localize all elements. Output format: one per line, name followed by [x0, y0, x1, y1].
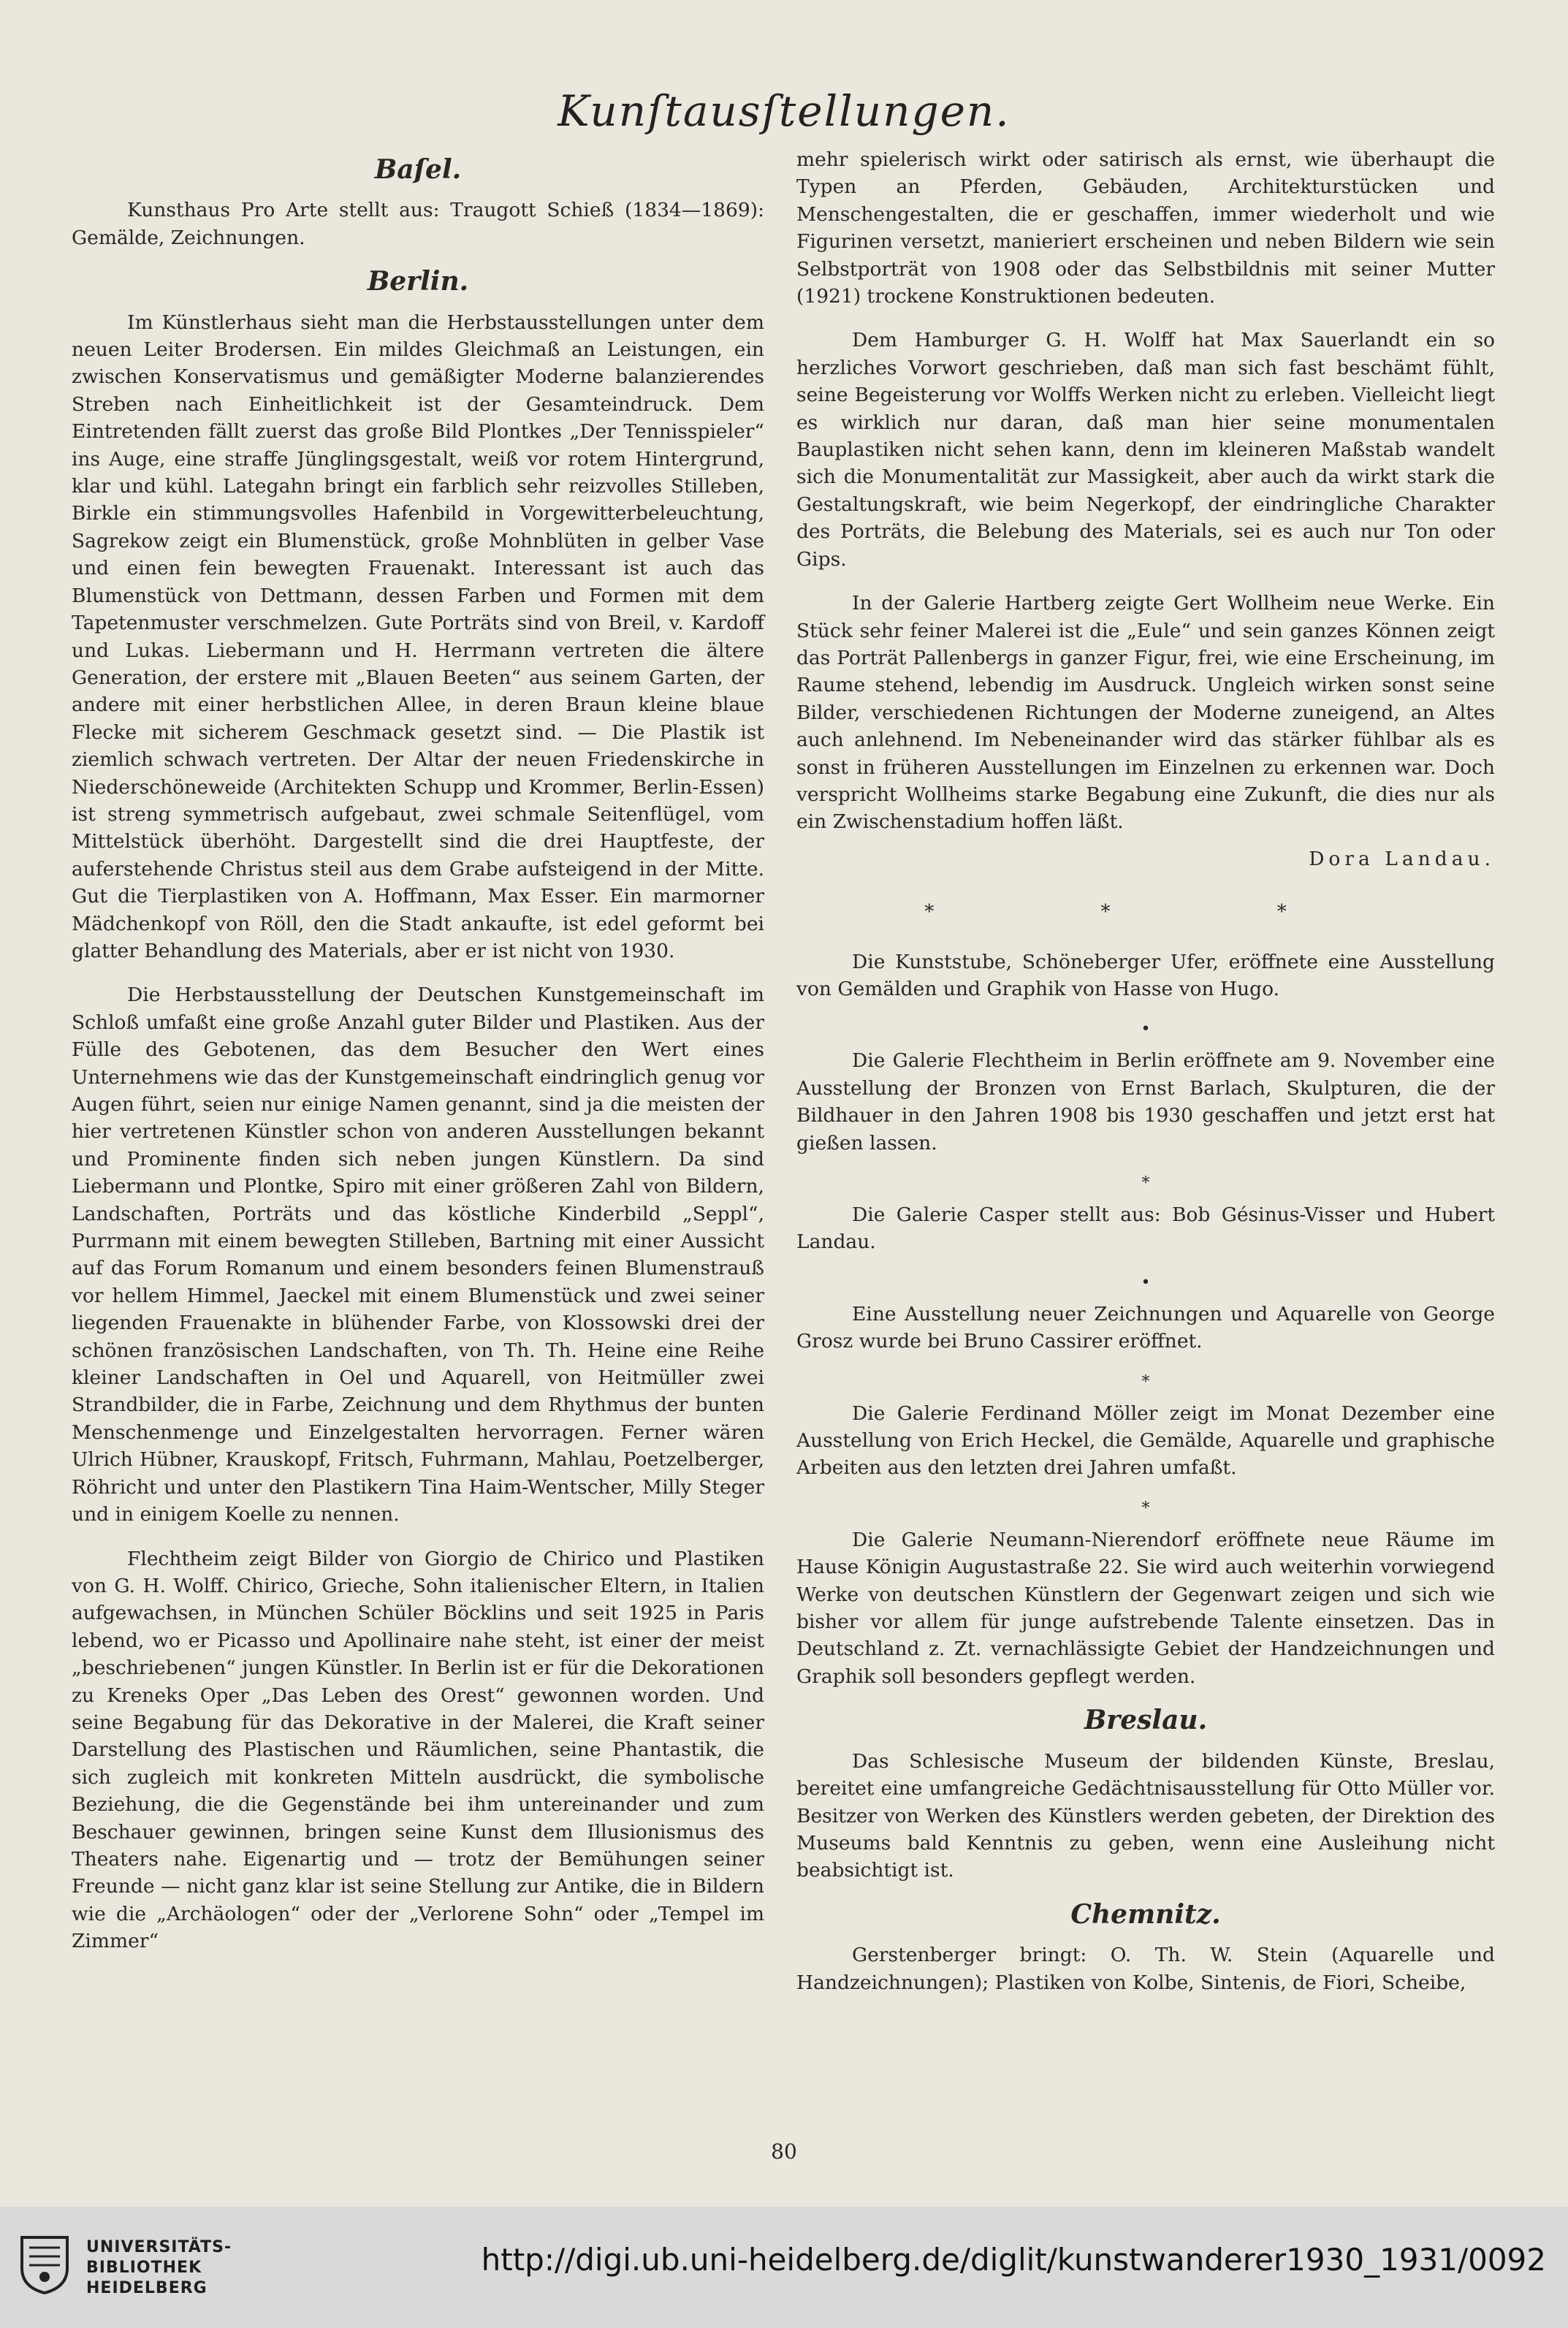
section-heading: Baſel. — [374, 154, 462, 185]
institution-line: HEIDELBERG — [86, 2279, 208, 2297]
institution-name — [86, 2237, 232, 2299]
paragraph: Die Herbstausstellung der Deutschen Kunstgemeinschaft im Schloß umfaßt eine große Anzahl guter Bilder und Plastiken. Aus der Fülle des Gebotenen, das dem Besucher den Wert eines Unternehmens wie das der Kunstgemeinschaft eindringlich genug vor Augen führt, seien nur einige Namen genannt, sind ja die meisten der hier vertretenen Künstler schon von anderen Ausstellungen bekannt und Prominente finden sich neben jungen Künstlern. Da sind Liebermann und Plontke, Spiro mit einer größeren Zahl von Bildern, Landschaften, Porträts und das köstliche Kinderbild „Seppl“, Purrmann mit einem bewegten Stilleben, Bartning mit einer Aussicht auf das Forum Romanum und einem besonders feinen Blumenstrauß vor hellem Himmel, Jaeckel mit einem Blumenstück und zwei seiner liegenden Frauenakte in blühender Farbe, von Klossowski drei der schönen französischen Landschaften, von Th. Th. Heine eine Reihe kleiner Landschaften in Oel und Aquarell, von Heitmüller zwei Strandbilder, die in Farbe, Zeichnung und dem Rhythmus der bunten Menschenmenge und Einzelgestalten hervorragen. Ferner wären Ulrich Hübner, Krauskopf, Fritsch, Fuhrmann, Mahlau, Poetzelberger, Röhricht und unter den Plastikern Tina Haim-Wentscher, Milly Steger und in einigem Koelle zu nennen. — [72, 984, 764, 1526]
paragraph: Kunsthaus Pro Arte stellt aus: Traugott Schieß (1834—1869): Gemälde, Zeichnungen. — [72, 199, 764, 249]
paragraph: Die Galerie Flechtheim in Berlin eröffnete am 9. November eine Ausstellung der Bronzen von Ernst Barlach, Skulpturen, die der Bildhauer in den Jahren 1908 bis 1930 geschaffen und jetzt erst hat gießen lassen. — [796, 1049, 1495, 1155]
paragraph: Flechtheim zeigt Bilder von Giorgio de Chirico und Plastiken von G. H. Wolff. Chirico, Grieche, Sohn italienischer Eltern, in Italien aufgewachsen, in München Schüler Böcklins und seit 1925 in Paris lebend, wo er Picasso und Apollinaire nahe steht, ist einer der meist „beschriebenen“ jungen Künstler. In Berlin ist er für die Dekorationen zu Kreneks Oper „Das Leben des Orest“ gewonnen worden. Und seine Begabung für das Dekorative in der Malerei, die Kraft seiner Darstellung des Plastischen und Räumlichen, seine Phantastik, die sich zugleich mit konkreten Mitteln ausdrückt, die symbolische Beziehung, die die Gegenstände bei ihm untereinander und zum Beschauer gewinnen, bringen seine Kunst dem Illusionismus des Theaters nahe. Eigenartig und — trotz der Bemühungen seiner Freunde — nicht ganz klar ist seine Stellung zur Antike, die in Bildern wie die „Archäologen“ oder der „Verlorene Sohn“ oder „Tempel im Zimmer“ — [72, 1547, 764, 1953]
paragraph: Die Galerie Ferdinand Möller zeigt im Monat Dezember eine Ausstellung von Erich Heckel, die Gemälde, Aquarelle und graphische Arbeiten aus den letzten drei Jahren umfaßt. — [796, 1401, 1495, 1480]
paragraph: mehr spielerisch wirkt oder satirisch als ernst, wie überhaupt die Typen an Pferden, Gebäuden, Architekturstücken und Menschengestalten, die er geschaffen, immer wiederholt und wie Figurinen versetzt, manieriert erscheinen und neben Bildern wie sein Selbstporträt von 1908 oder das Selbstbildnis mit seiner Mutter (1921) trockene Konstruktionen bedeuten. — [796, 148, 1495, 308]
section-heading: Berlin. — [367, 266, 469, 297]
item-separator: * — [1141, 1499, 1150, 1518]
section-divider: * * * — [924, 901, 1367, 924]
paragraph: Eine Ausstellung neuer Zeichnungen und Aquarelle von George Grosz wurde bei Bruno Cassirer eröffnet. — [796, 1302, 1495, 1353]
item-separator: * — [1141, 1372, 1150, 1391]
page-number: 80 — [771, 2139, 797, 2164]
paragraph: Gerstenberger bringt: O. Th. W. Stein (Aquarelle und Handzeichnungen); Plastiken von Kolbe, Sintenis, de Fiori, Scheibe, — [796, 1944, 1495, 1994]
item-separator: • — [1141, 1020, 1151, 1039]
institution-line: BIBLIOTHEK — [86, 2259, 202, 2277]
author-signature: Dora Landau. — [1309, 847, 1495, 870]
paragraph: Dem Hamburger G. H. Wolff hat Max Sauerlandt ein so herzliches Vorwort geschrieben, daß man sich fast beschämt fühlt, seine Begeisterung vor Wolffs Werken nicht zu erleben. Vielleicht liegt es wirklich nur daran, daß man hier seine monumentalen Bauplastiken nicht sehen kann, denn im kleineren Maßstab wandelt sich die Monumentalität zur Massigkeit, aber auch da wirkt stark die Gestaltungskraft, wie beim Negerkopf, der eindringliche Charakter des Porträts, die Belebung des Materials, sei es auch nur Ton oder Gips. — [796, 329, 1495, 571]
section-heading: Breslau. — [1084, 1705, 1208, 1736]
right-column — [796, 146, 1495, 2013]
institution-line: UNIVERSITÄTS- — [86, 2238, 232, 2256]
paragraph: Das Schlesische Museum der bildenden Künste, Breslau, bereitet eine umfangreiche Gedächtnisausstellung für Otto Müller vor. Besitzer von Werken des Künstlers werden gebeten, der Direktion des Museums bald Kenntnis zu geben, wenn eine Ausleihung nicht beabsichtigt ist. — [796, 1749, 1495, 1882]
left-column — [72, 146, 764, 1972]
paragraph: Die Kunststube, Schöneberger Ufer, eröffnete eine Ausstellung von Gemälden und Graphik von Hasse von Hugo. — [796, 950, 1495, 1000]
item-separator: • — [1141, 1273, 1151, 1292]
paragraph: In der Galerie Hartberg zeigte Gert Wollheim neue Werke. Ein Stück sehr feiner Malerei ist die „Eule“ und sein ganzes Können zeigt das Porträt Pallenbergs in ganzer Figur, frei, wie eine Erscheinung, im Raume stehend, lebendig im Ausdruck. Ungleich wirken sonst seine Bilder, verschiedenen Richtungen der Moderne zuneigend, an Altes auch anlehnend. Im Nebeneinander wird das stärker fühlbar als es sonst in früheren Ausstellungen im Einzelnen zu erkennen war. Doch verspricht Wollheims starke Begabung eine Zukunft, die dies nur als ein Zwischenstadium hoffen läßt. — [796, 592, 1495, 834]
page-title: Kunſtausſtellungen. — [557, 86, 1011, 136]
item-separator: * — [1141, 1174, 1150, 1192]
paragraph: Die Galerie Casper stellt aus: Bob Gésinus-Visser und Hubert Landau. — [796, 1203, 1495, 1254]
paragraph: Im Künstlerhaus sieht man die Herbstausstellungen unter dem neuen Leiter Brodersen. Ein mildes Gleichmaß an Leistungen, ein zwischen Konservatismus und gemäßigter Moderne balanzierendes Streben nach Einheitlichkeit ist der Gesamteindruck. Dem Eintretenden fällt zuerst das große Bild Plontkes „Der Tennisspieler“ ins Auge, eine straffe Jünglingsgestalt, weiß vor rotem Hintergrund, klar und kühl. Lategahn bringt ein farblich sehr reizvolles Stilleben, Birkle ein stimmungsvolles Hafenbild in Vorgewitterbeleuchtung, Sagrekow zeigt ein Blumenstück, große Mohnblüten in gelber Vase und einen fein bewegten Frauenakt. Interessant ist auch das Blumenstück von Dettmann, dessen Farben und Formen mit dem Tapetenmuster verschmelzen. Gute Porträts sind von Breil, v. Kardoff und Lukas. Liebermann und H. Herrmann vertreten die ältere Generation, der erstere mit „Blauen Beeten“ aus seinem Garten, der andere mit einer herbstlichen Allee, in deren Braun kleine blaue Flecke mit sicherem Geschmack gesetzt sind. — Die Plastik ist ziemlich schwach vertreten. Der Altar der neuen Friedenskirche in Niederschöneweide (Architekten Schupp und Krommer, Berlin-Essen) ist streng symmetrisch aufgebaut, zwei schmale Seitenflügel, vom Mittelstück überhöht. Dargestellt sind die drei Hauptfeste, der auferstehende Christus steil aus dem Grabe aufsteigend in der Mitte. Gut die Tierplastiken von A. Hoffmann, Max Esser. Ein marmorner Mädchenkopf von Röll, den die Stadt ankaufte, ist edel geformt bei glatter Behandlung des Materials, aber er ist nicht von 1930. — [72, 311, 764, 962]
source-url-link[interactable]: http://digi.ub.uni-heidelberg.de/diglit/kunstwanderer1930_1931/0092 — [481, 2242, 1546, 2278]
university-seal-icon — [18, 2234, 72, 2296]
section-heading: Chemnitz. — [1070, 1898, 1221, 1930]
paragraph: Die Galerie Neumann-Nierendorf eröffnete neue Räume im Hause Königin Augustastraße 22. Sie wird auch weiterhin vorwiegend Werke von deutschen Künstlern der Gegenwart zeigen und sich wie bisher vor allem für junge aufstrebende Talente einsetzen. Das in Deutschland z. Zt. vernachlässigte Gebiet der Handzeichnungen und Graphik soll besonders gepflegt werden. — [796, 1528, 1495, 1688]
